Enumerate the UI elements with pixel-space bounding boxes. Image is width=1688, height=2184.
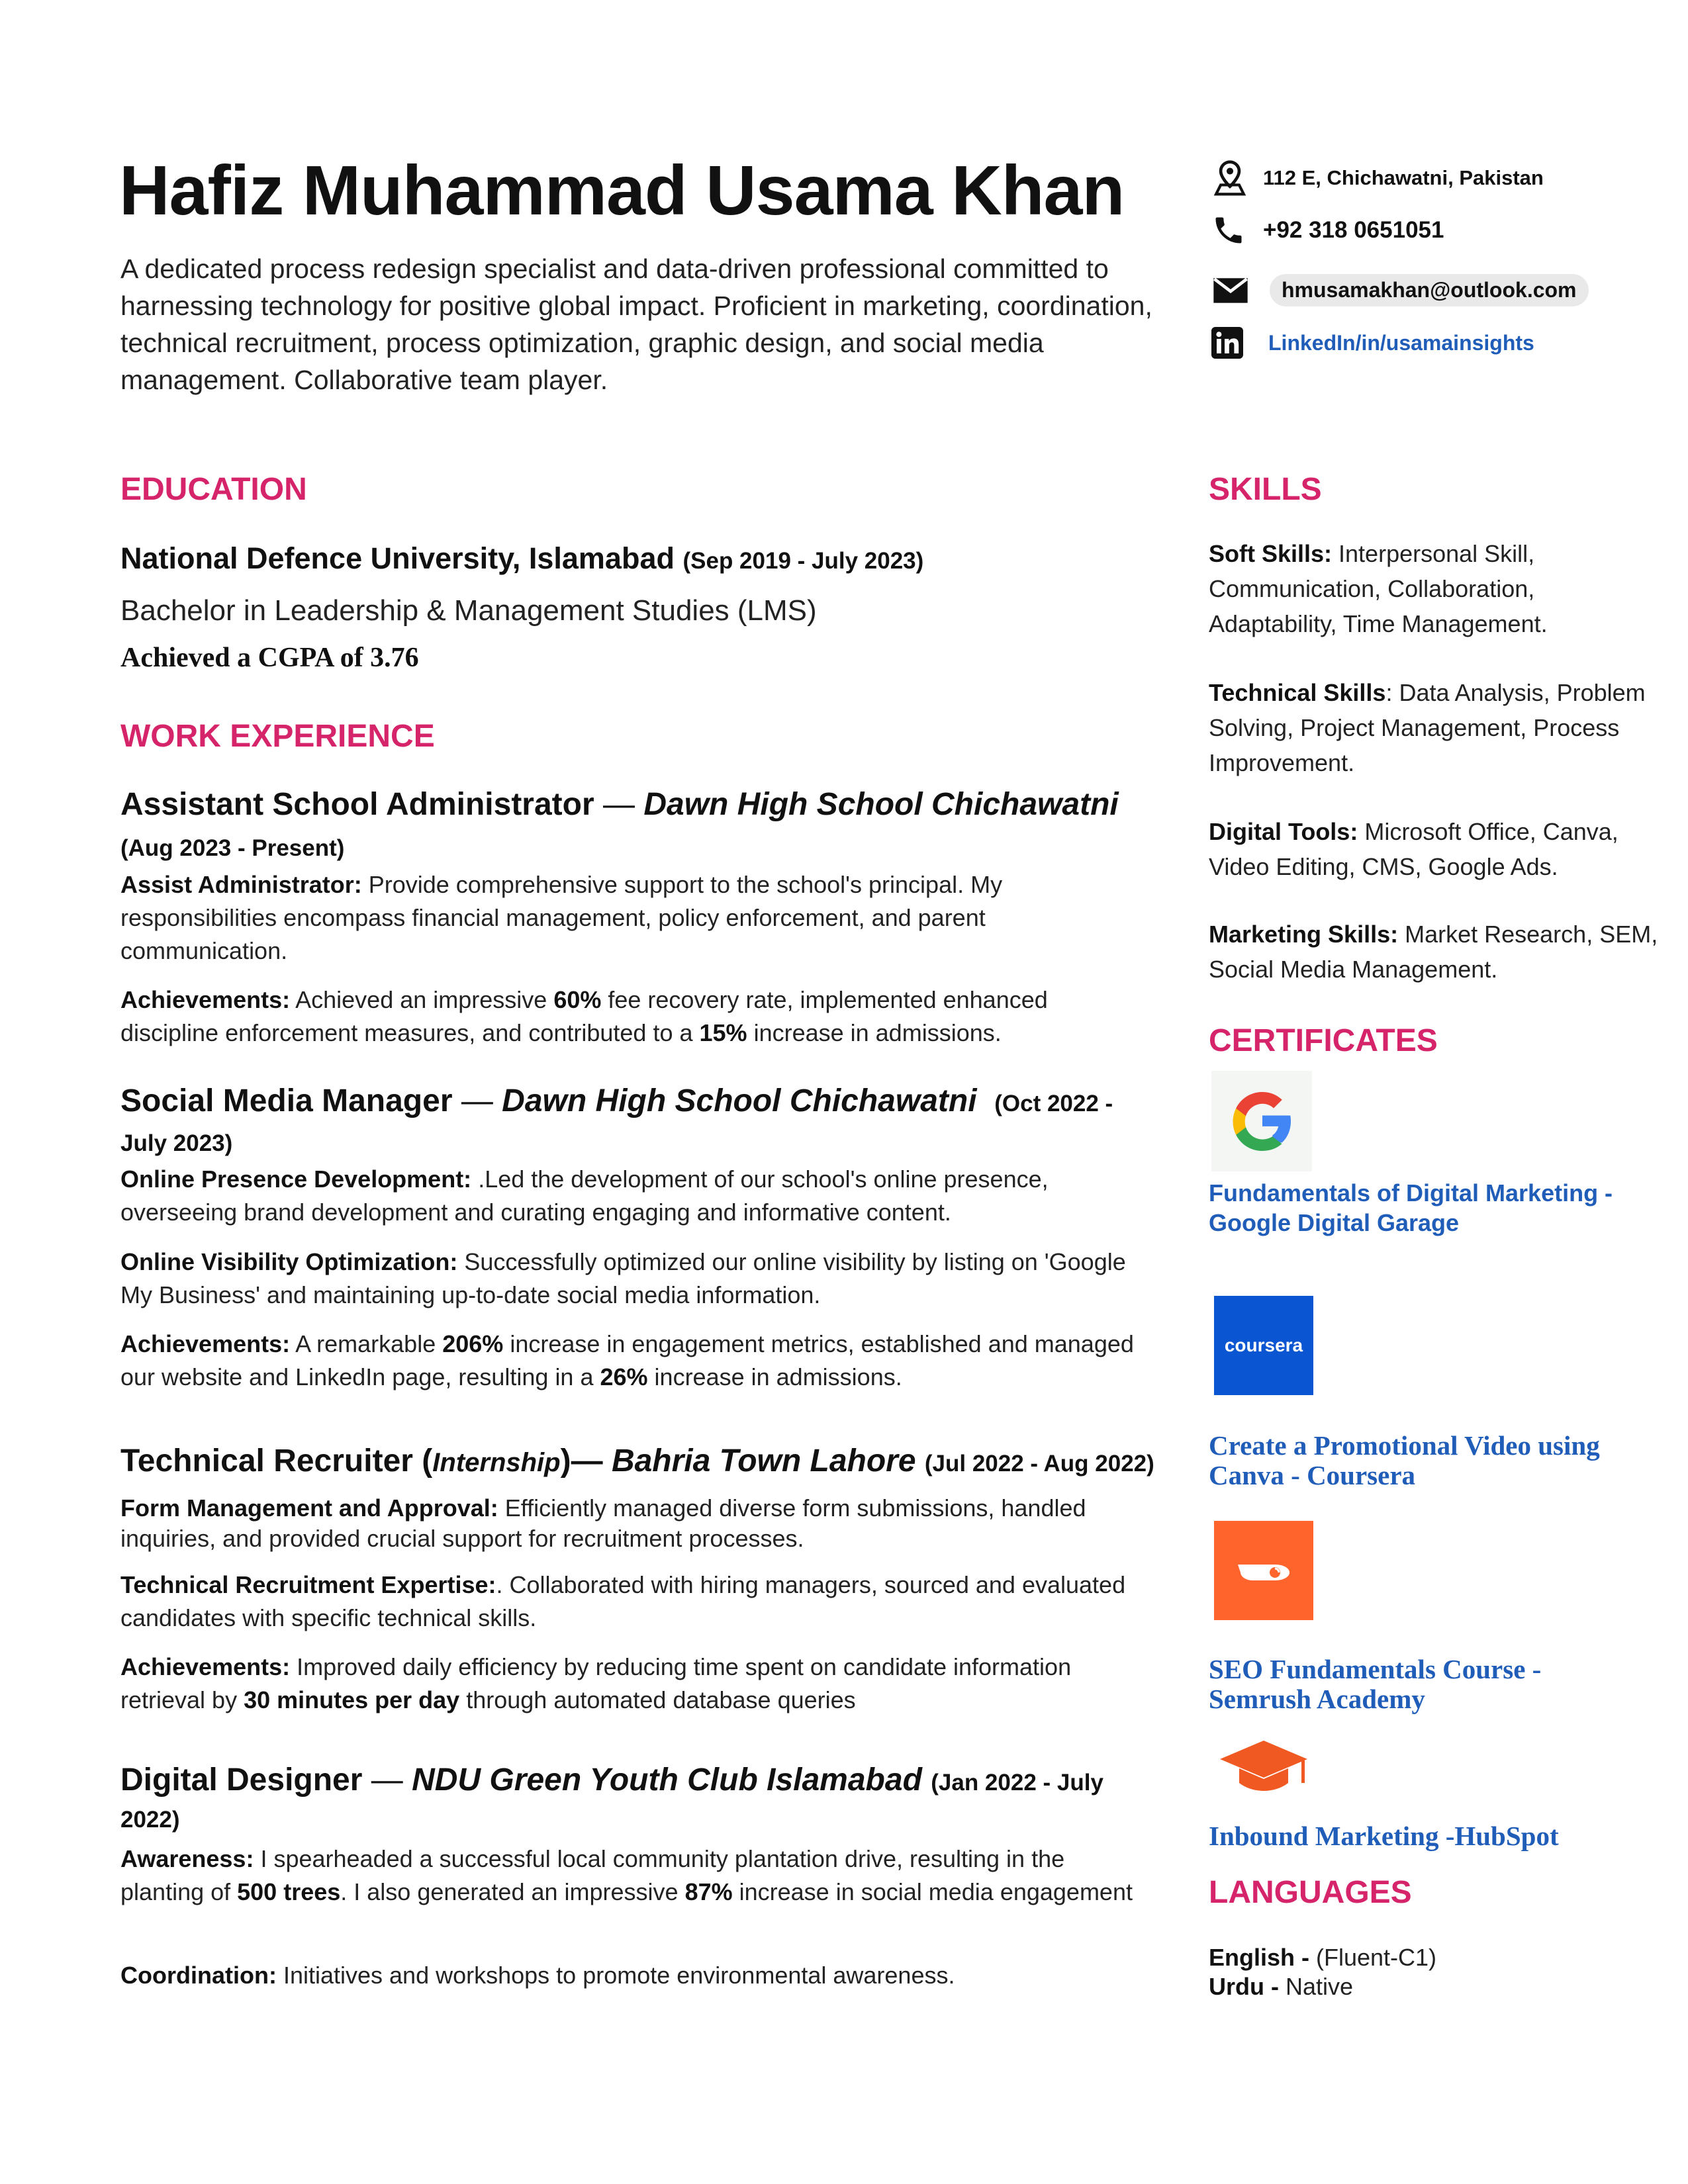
job-title: Assistant School Administrator: [120, 787, 594, 822]
item-highlight: 87%: [684, 1878, 733, 1905]
skill-text: Interpersonal Skill, Communication, Collaboration, Adaptability, Time Management.: [1209, 540, 1548, 637]
item-text: Successfully optimized our online visibility by listing on 'Google My Business' and maintaining up-to-date social media information.: [120, 1248, 1126, 1308]
job-title-social-media-manager: [120, 1083, 1153, 1162]
job-item: [120, 1328, 1140, 1394]
skill-text: Market Research, SEM, Social Media Management.: [1209, 921, 1658, 983]
cgpa: Achieved a CGPA of 3.76: [120, 643, 419, 673]
language-item: [1209, 1943, 1436, 1972]
degree: Bachelor in Leadership & Management Studies (LMS): [120, 594, 817, 627]
email-link[interactable]: hmusamakhan@outlook.com: [1270, 274, 1589, 306]
coursera-logo: [1214, 1296, 1313, 1395]
job-title-technical-recruiter: Technical Recruiter (Internship)— Bahria Town Lahore (Jul 2022 - Aug 2022): [120, 1443, 1154, 1479]
skill-group: [1209, 675, 1659, 780]
language-label: English -: [1209, 1944, 1316, 1971]
contact-phone: [1211, 213, 1444, 248]
job-title: Digital Designer: [120, 1762, 363, 1797]
job-title-assistant-administrator: [120, 789, 1153, 821]
job-org: NDU Green Youth Club Islamabad: [412, 1762, 922, 1797]
linkedin-link[interactable]: LinkedIn/in/usamainsights: [1268, 330, 1534, 355]
contact-linkedin[interactable]: [1211, 327, 1534, 359]
skill-group: [1209, 536, 1659, 641]
skill-label: Marketing Skills:: [1209, 921, 1399, 948]
job-title: Social Media Manager: [120, 1083, 453, 1118]
title-separator: —: [452, 1083, 502, 1118]
language-level: (Fluent-C1): [1316, 1944, 1437, 1971]
item-highlight: 60%: [553, 986, 602, 1013]
skill-text: : Data Analysis, Problem Solving, Project Management, Process Improvement.: [1209, 679, 1646, 776]
job-item: [120, 1493, 1140, 1554]
certificate-title[interactable]: Create a Promotional Video using Canva - Coursera: [1209, 1430, 1600, 1490]
language-label: Urdu -: [1209, 1973, 1286, 2000]
item-label: Awareness:: [120, 1845, 254, 1872]
skills-heading: SKILLS: [1209, 472, 1322, 507]
item-text: increase in admissions.: [647, 1363, 902, 1390]
contact-email[interactable]: [1211, 274, 1589, 306]
item-text: . I also generated an impressive: [340, 1878, 685, 1905]
address-text: 112 E, Chichawatni, Pakistan: [1263, 166, 1544, 189]
item-text: Initiatives and workshops to promote environmental awareness.: [276, 1962, 955, 1989]
item-text: Provide comprehensive support to the school's principal. My responsibilities encompass financial management, policy enforcement, and parent communication.: [120, 871, 1003, 964]
job-title-digital-designer: [120, 1763, 1153, 1837]
language-item: [1209, 1972, 1353, 2001]
item-text: increase in social media engagement: [732, 1878, 1133, 1905]
job-item: [120, 1843, 1140, 1909]
item-label: Online Presence Development:: [120, 1165, 472, 1193]
phone-text: +92 318 0651051: [1263, 217, 1444, 243]
university-name: [120, 541, 923, 576]
item-highlight: 15%: [699, 1019, 747, 1046]
title-separator: —: [594, 787, 644, 822]
phone-icon: [1211, 213, 1246, 248]
item-text: Efficiently managed diverse form submissions, handled inquiries, and provided crucial support for recruitment processes.: [120, 1494, 1086, 1552]
skill-label: Digital Tools:: [1209, 818, 1358, 845]
job-item: [120, 868, 1140, 968]
location-pin-icon: [1211, 159, 1248, 197]
professional-summary: A dedicated process redesign specialist and data-driven professional committed to harnessing technology for positive global impact. Proficient in marketing, coordination, technical recruitment, process optimization, graphic design, and social media management. Collaborative team player.: [120, 253, 1152, 395]
candidate-name: Hafiz Muhammad Usama Khan: [119, 152, 1125, 230]
item-label: Achievements:: [120, 1330, 291, 1357]
item-text: Improved daily efficiency by reducing time spent on candidate information retrieval by: [120, 1653, 1072, 1713]
job-dates: (Jul 2022 - Aug 2022): [924, 1451, 1154, 1477]
job-dates: (Jan 2022 - July 2022): [120, 1770, 1103, 1833]
linkedin-icon: [1211, 327, 1243, 359]
work-experience-heading: WORK EXPERIENCE: [120, 719, 435, 754]
item-highlight: 500 trees: [237, 1878, 341, 1905]
item-text: . Collaborated with hiring managers, sourced and evaluated candidates with specific technical skills.: [120, 1571, 1126, 1631]
job-org: Dawn High School Chichawatni: [643, 787, 1119, 822]
skill-label: Technical Skills: [1209, 679, 1386, 706]
job-title: Technical Recruiter: [120, 1443, 413, 1479]
item-text: through automated database queries: [459, 1686, 856, 1713]
job-item: [120, 1569, 1140, 1635]
certificate-title[interactable]: Inbound Marketing -HubSpot: [1209, 1821, 1559, 1851]
item-label: Achievements:: [120, 1653, 291, 1680]
coursera-logo-text: coursera: [1224, 1335, 1303, 1355]
skill-group: [1209, 814, 1659, 884]
job-item: [120, 1163, 1140, 1229]
item-label: Online Visibility Optimization:: [120, 1248, 458, 1275]
title-separator: —: [362, 1762, 412, 1797]
job-item: [120, 1959, 1140, 1992]
contact-address: [1211, 159, 1544, 197]
item-text: I spearheaded a successful local community plantation drive, resulting in the planting of: [120, 1845, 1065, 1905]
certificate-title[interactable]: SEO Fundamentals Course - Semrush Academy: [1209, 1654, 1542, 1714]
job-kind: Internship: [432, 1448, 561, 1477]
education-dates: (Sep 2019 - July 2023): [682, 548, 924, 574]
item-text: A remarkable: [290, 1330, 443, 1357]
job-item: [120, 1651, 1140, 1717]
skill-text: Microsoft Office, Canva, Video Editing, CMS, Google Ads.: [1209, 818, 1618, 880]
job-dates: (Aug 2023 - Present): [120, 835, 345, 861]
skill-group: [1209, 917, 1659, 987]
item-text: increase in admissions.: [747, 1019, 1002, 1046]
university-label: National Defence University, Islamabad: [120, 541, 675, 575]
item-highlight: 206%: [442, 1330, 504, 1357]
item-label: Coordination:: [120, 1962, 277, 1989]
job-org: Bahria Town Lahore: [611, 1443, 916, 1479]
item-highlight: 26%: [600, 1363, 648, 1390]
skill-label: Soft Skills:: [1209, 540, 1333, 567]
language-level: Native: [1285, 1973, 1354, 2000]
languages-heading: LANGUAGES: [1209, 1875, 1412, 1910]
item-text: .Led the development of our school's online presence, overseeing brand development and curating engaging and informative content.: [120, 1165, 1049, 1226]
job-dates: (Oct 2022 - July 2023): [120, 1091, 1113, 1156]
item-text: increase in engagement metrics, established and managed our website and LinkedIn page, resulting in a: [120, 1330, 1134, 1390]
mail-icon: [1211, 277, 1250, 304]
certificate-title[interactable]: Fundamentals of Digital Marketing - Google Digital Garage: [1209, 1179, 1613, 1236]
job-item: [120, 1246, 1140, 1312]
job-item: [120, 983, 1140, 1050]
job-org: Dawn High School Chichawatni: [502, 1083, 977, 1118]
semrush-logo: [1214, 1521, 1313, 1620]
item-text: Achieved an impressive: [290, 986, 554, 1013]
google-logo: [1211, 1071, 1312, 1171]
item-label: Technical Recruitment Expertise:: [120, 1571, 496, 1598]
item-label: Achievements:: [120, 986, 291, 1013]
certificates-heading: CERTIFICATES: [1209, 1023, 1438, 1058]
hubspot-graduation-cap-logo: [1217, 1738, 1311, 1797]
item-highlight: 30 minutes per day: [244, 1686, 460, 1713]
education-heading: EDUCATION: [120, 472, 307, 507]
item-label: Assist Administrator:: [120, 871, 362, 898]
item-text: fee recovery rate, implemented enhanced discipline enforcement measures, and contributed to a: [120, 986, 1048, 1046]
item-label: Form Management and Approval:: [120, 1494, 498, 1522]
